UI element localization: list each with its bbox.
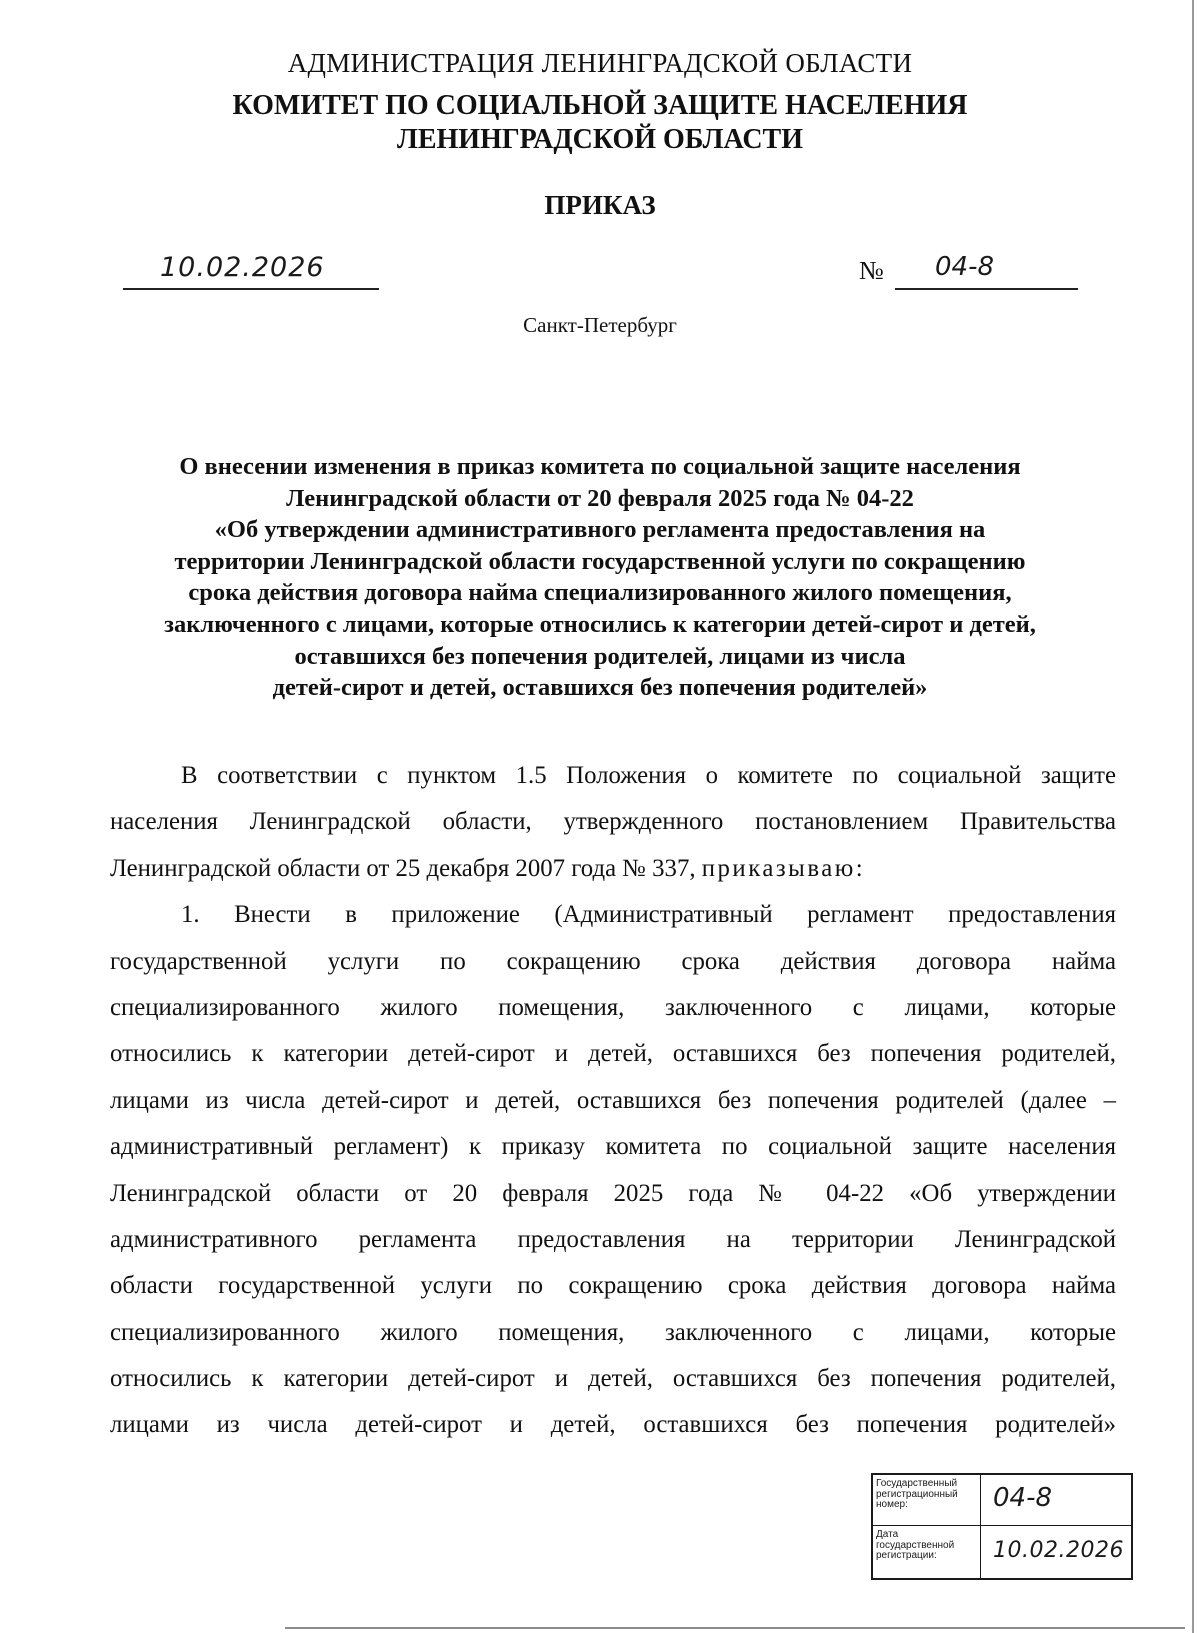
subject-line: заключенного с лицами, которые относились к категории детей-сирот и детей, [164,610,1036,638]
stamp-number-value-cell [981,1475,1131,1526]
body-line-text: Ленинградской области от 25 декабря 2007 года № 337, [110,854,696,882]
body-line: В соответствии с пунктом 1.5 Положения о комитете по социальной защите [181,762,1116,789]
body-line: лицами из числа детей-сирот и детей, оставшихся без попечения родителей» [110,1411,1116,1439]
body-line: относились к категории детей-сирот и детей, оставшихся без попечения родителей, [110,1365,1116,1393]
scan-edge-right [1192,0,1194,1633]
order-body [110,760,1116,1456]
committee-title-line1: КОМИТЕТ ПО СОЦИАЛЬНОЙ ЗАЩИТЕ НАСЕЛЕНИЯ [232,90,968,121]
subject-line: оставшихся без попечения родителей, лицами из числа [294,642,906,670]
body-line: 1. Внести в приложение (Административный регламент предоставления [181,901,1116,929]
administration-title: АДМИНИСТРАЦИЯ ЛЕНИНГРАДСКОЙ ОБЛАСТИ [287,48,913,78]
number-sign: № [859,256,884,285]
scan-edge-bottom [285,1627,1185,1629]
body-line: государственной услуги по сокращению срока действия договора найма [110,947,1116,975]
body-line-order-directive [110,853,1116,899]
stamp-number-label-cell [873,1475,981,1526]
stamp-number-value: 04-8 [993,1483,1053,1513]
body-line: населения Ленинградской области, утвержденного постановлением Правительства [110,808,1116,836]
subject-line: О внесении изменения в приказ комитета по социальной защите населения [179,453,1021,480]
body-line: области государственной услуги по сокращению срока действия договора найма [110,1272,1116,1300]
subject-line: срока действия договора найма специализированного жилого помещения, [188,579,1012,607]
subject-line: территории Ленинградской области государственной услуги по сокращению [174,547,1026,575]
subject-line: детей-сирот и детей, оставшихся без попечения родителей» [272,674,928,702]
registration-stamp [871,1473,1133,1580]
document-type-title: ПРИКАЗ [544,190,656,220]
committee-title-line2: ЛЕНИНГРАДСКОЙ ОБЛАСТИ [396,124,804,155]
stamp-date-value-cell [981,1526,1131,1578]
stamp-number-label: Государственный регистрационный номер: [876,1478,958,1510]
body-line: специализированного жилого помещения, заключенного с лицами, которые [110,1318,1116,1346]
body-line: административный регламент) к приказу комитета по социальной защите населения [110,1133,1116,1161]
handwritten-date: 10.02.2026 [160,252,325,283]
body-line: административного регламента предоставления на территории Ленинградской [110,1225,1116,1253]
body-line: специализированного жилого помещения, заключенного с лицами, которые [110,993,1116,1021]
subject-line: «Об утверждении административного регламента предоставления на [214,516,986,544]
handwritten-number: 04-8 [935,252,995,282]
order-verb: приказываю: [701,854,866,882]
subject-line: Ленинградской области от 20 февраля 2025 года № 04-22 [286,484,914,512]
stamp-date-label: Дата государственной регистрации: [876,1529,955,1561]
city-name: Санкт-Петербург [523,313,677,337]
body-line: Ленинградской области от 20 февраля 2025 года № 04-22 «Об утверждении [110,1179,1116,1207]
order-subject [0,451,1200,704]
stamp-date-label-cell [873,1526,981,1578]
body-line: относились к категории детей-сирот и детей, оставшихся без попечения родителей, [110,1040,1116,1068]
body-line: лицами из числа детей-сирот и детей, оставшихся без попечения родителей (далее – [110,1086,1116,1114]
stamp-date-value: 10.02.2026 [993,1538,1124,1563]
